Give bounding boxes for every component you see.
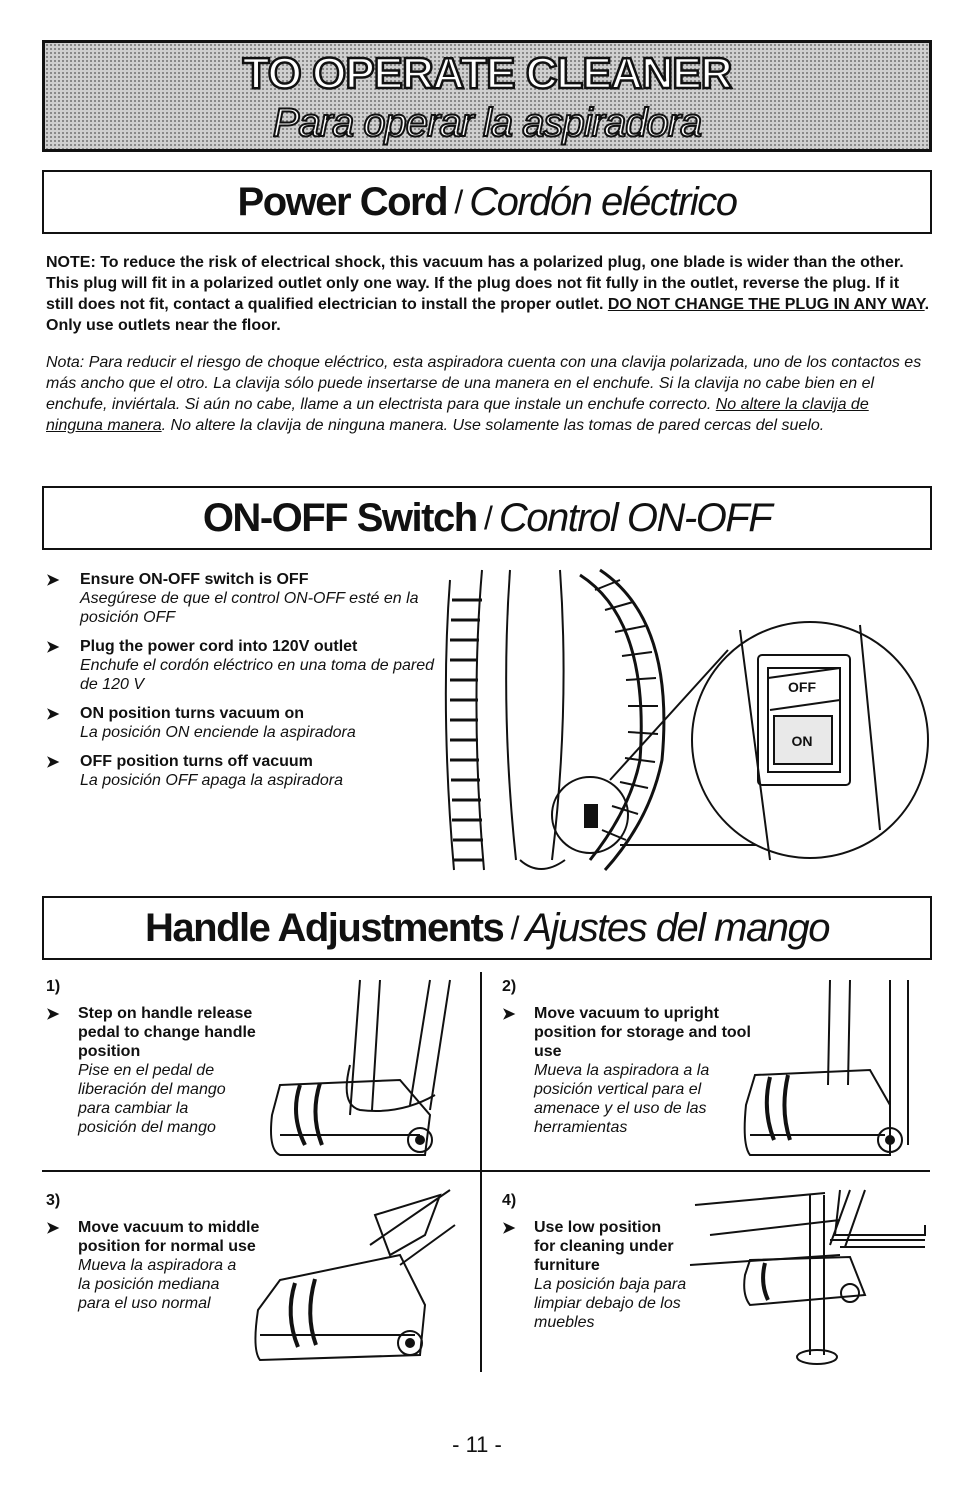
vertical-divider: [480, 972, 482, 1372]
header-banner: [42, 40, 932, 152]
step-number: 2): [502, 978, 517, 995]
off-label: OFF: [788, 679, 816, 695]
title-separator: /: [476, 499, 499, 536]
list-item: [46, 704, 446, 742]
handle-title-es: Ajustes del mango: [525, 905, 829, 950]
item-es: Enchufe el cordón eléctrico en una toma de pared de 120 V: [80, 657, 435, 693]
item-en: Plug the power cord into 120V outlet: [80, 638, 358, 655]
note-es-warning: No altere la clavija de ninguna manera: [46, 396, 869, 434]
vacuum-switch-illustration: [440, 560, 940, 880]
handle-title-en: Handle Adjustments: [145, 905, 504, 950]
step-1: [46, 1004, 296, 1137]
vacuum-pedal-illustration: [260, 975, 460, 1165]
step-2: [502, 1004, 772, 1137]
handle-heading: [42, 896, 932, 960]
arrow-bullet-icon: ➤: [46, 754, 60, 771]
item-en: Ensure ON-OFF switch is OFF: [80, 571, 309, 588]
step-number: 4): [502, 1192, 517, 1209]
switch-instructions: [46, 570, 446, 800]
vacuum-upright-illustration: [740, 975, 920, 1165]
step-es: Pise en el pedal de liberación del mango para cambiar la posición del mango: [78, 1062, 226, 1136]
item-es: La posición OFF apaga la aspiradora: [80, 772, 343, 789]
horizontal-divider: [42, 1170, 930, 1172]
arrow-bullet-icon: ➤: [46, 1220, 60, 1237]
page-number: - 11 -: [452, 1432, 502, 1457]
hose-icon: [446, 570, 484, 870]
banner-subtitle: Para operar la aspiradora: [272, 101, 702, 145]
step-es: La posición baja para limpiar debajo de los muebles: [534, 1276, 687, 1331]
item-es: Asegúrese de que el control ON-OFF esté en la posición OFF: [80, 590, 419, 626]
step-es: Mueva la aspiradora a la posición vertical para el amenace y el uso de las herramientas: [534, 1062, 710, 1136]
title-separator: /: [447, 183, 470, 220]
item-es: La posición ON enciende la aspiradora: [80, 724, 356, 741]
step-es: Mueva la aspiradora a la posición mediana para el uso normal: [78, 1257, 237, 1312]
note-en-warning: DO NOT CHANGE THE PLUG IN ANY WAY: [607, 296, 925, 313]
note-es-text: Nota: Para reducir el riesgo de choque eléctrico, esta aspiradora cuenta con una clavija polarizada, uno de los contactos es más ancho que el otro. La clavija sólo puede insertarse de una manera en el enchufe. Si la clavija no cabe bien en el enchufe, inviértala. Si aún no cabe, llame a un electrista para que instale un enchufe correcto.: [46, 354, 922, 413]
arrow-bullet-icon: ➤: [46, 706, 60, 723]
list-item: [46, 752, 446, 790]
step-en: Move vacuum to middle position for normal use: [78, 1219, 260, 1255]
list-item: [46, 570, 446, 627]
on-label: ON: [791, 733, 813, 749]
step-en: Step on handle release pedal to change handle position: [78, 1005, 256, 1060]
arrow-bullet-icon: ➤: [46, 639, 60, 656]
switch-heading: [42, 486, 932, 550]
switch-title-en: ON-OFF Switch: [202, 495, 477, 540]
item-en: OFF position turns off vacuum: [80, 753, 313, 770]
banner-title: TO OPERATE CLEANER: [242, 49, 732, 98]
arrow-bullet-icon: ➤: [502, 1220, 516, 1237]
note-en-text: NOTE: To reduce the risk of electrical shock, this vacuum has a polarized plug, one blade is wider than the other. This plug will fit in a polarized outlet only one way. If the plug does not fit fully in the outlet, reverse the plug. If it still does not fit, contact a qualified electrician to install the proper outlet.: [46, 254, 904, 313]
item-en: ON position turns vacuum on: [80, 705, 305, 722]
step-en: Move vacuum to upright position for storage and tool use: [534, 1005, 751, 1060]
power-cord-title-es: Cordón eléctrico: [469, 179, 737, 224]
arrow-bullet-icon: ➤: [46, 572, 60, 589]
note-es-text-end: . No altere la clavija de ninguna manera. Use solamente las tomas de pared cercas del suelo.: [161, 417, 825, 434]
note-spanish: [46, 352, 930, 436]
note-en-text-end: . Only use outlets near the floor.: [46, 296, 930, 334]
list-item: [46, 637, 446, 694]
power-cord-heading: [42, 170, 932, 234]
arrow-bullet-icon: ➤: [502, 1006, 516, 1023]
arrow-bullet-icon: ➤: [46, 1006, 60, 1023]
note-english: [46, 252, 930, 336]
vacuum-middle-illustration: [250, 1185, 460, 1370]
step-3: [46, 1218, 276, 1313]
vacuum-low-illustration: [690, 1185, 930, 1370]
step-number: 1): [46, 978, 61, 995]
title-separator: /: [503, 909, 526, 946]
switch-title-es: Control ON-OFF: [498, 495, 772, 540]
step-en: Use low position for cleaning under furniture: [534, 1219, 674, 1274]
power-cord-title-en: Power Cord: [237, 179, 448, 224]
step-number: 3): [46, 1192, 61, 1209]
